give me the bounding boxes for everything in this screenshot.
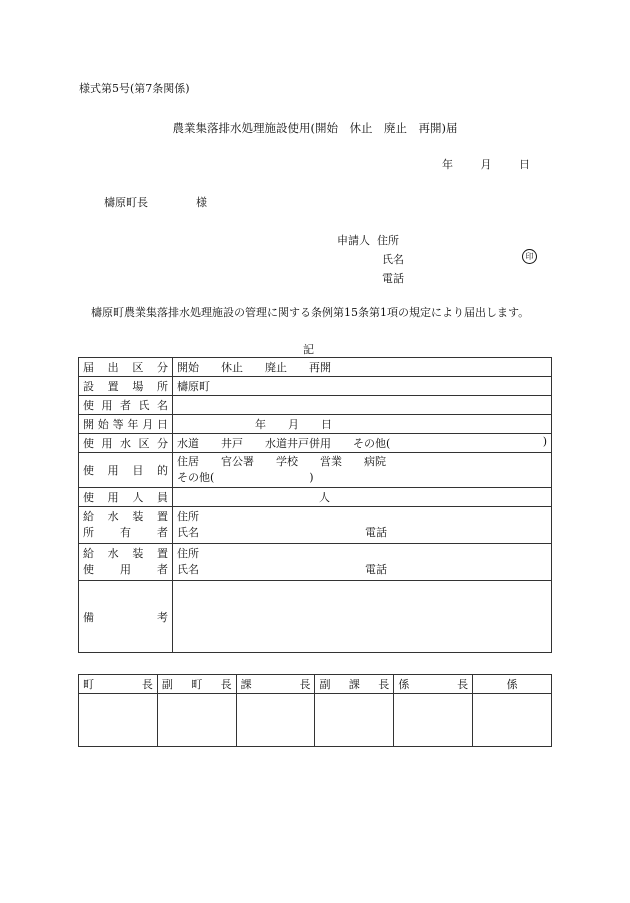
value-purpose[interactable]: 住居 官公署 学校 営業 病院 その他( ) (173, 453, 552, 488)
value-category[interactable]: 開始 休止 廃止 再開 (173, 358, 552, 377)
label-water-type: 使 用 水 区 分 (83, 437, 168, 450)
stamp-header-staff: 係 (506, 678, 518, 691)
label-remarks: 備 考 (83, 610, 168, 624)
date-year: 年 (442, 158, 453, 171)
label-device-user-2: 使 用 者 (83, 563, 168, 576)
value-device-owner[interactable]: 住所 氏名 電話 (173, 507, 552, 544)
row-persons (79, 488, 552, 507)
applicant-name-label: 氏名 (382, 253, 404, 266)
label-purpose: 使 用 目 的 (83, 464, 168, 477)
ki-heading: 記 (303, 343, 314, 356)
value-location[interactable]: 檮原町 (173, 377, 552, 396)
statement: 檮原町農業集落排水処理施設の管理に関する条例第15条第1項の規定により届出します。 (91, 306, 530, 319)
value-device-user[interactable]: 住所 氏名 電話 (173, 544, 552, 581)
stamp-box-row (79, 694, 552, 747)
stamp-box-section-chief[interactable] (236, 694, 315, 747)
value-water-type[interactable]: 水道 井戸 水道井戸併用 その他( ) (173, 434, 552, 453)
stamp-header-section-chief: 課 長 (240, 678, 311, 691)
stamp-header-deputy-section-chief: 副 課 長 (319, 678, 390, 691)
row-location (79, 377, 552, 396)
addressee-name: 檮原町長 (104, 196, 148, 209)
stamp-box-deputy-mayor[interactable] (157, 694, 236, 747)
applicant-address-label: 住所 (377, 234, 399, 247)
value-start-date[interactable]: 年 月 日 (173, 415, 552, 434)
stamp-box-unit-chief[interactable] (394, 694, 473, 747)
stamp-header-mayor: 町 長 (83, 678, 153, 691)
row-user-name (79, 396, 552, 415)
form-number: 様式第5号(第7条関係) (79, 82, 190, 95)
applicant-block (337, 231, 534, 288)
stamp-header-row (79, 675, 552, 694)
row-device-owner (79, 507, 552, 544)
approval-stamp-table (78, 674, 552, 747)
date-line (442, 156, 530, 172)
date-month: 月 (480, 158, 492, 171)
stamp-header-unit-chief: 係 長 (398, 678, 469, 691)
seal-mark: 印 (522, 249, 537, 264)
stamp-box-deputy-section-chief[interactable] (315, 694, 394, 747)
applicant-phone-label: 電話 (382, 272, 404, 285)
stamp-header-deputy-mayor: 副 町 長 (161, 678, 232, 691)
value-user-name[interactable] (173, 396, 552, 415)
label-user-name: 使 用 者 氏 名 (83, 399, 168, 412)
row-category (79, 358, 552, 377)
applicant-label: 申請人 (337, 234, 370, 247)
row-purpose (79, 453, 552, 488)
row-start-date (79, 415, 552, 434)
addressee-honorific: 様 (196, 196, 207, 209)
date-day: 日 (519, 158, 530, 171)
row-water-type (79, 434, 552, 453)
label-persons: 使 用 人 員 (83, 491, 168, 504)
form-title: 農業集落排水処理施設使用(開始 休止 廃止 再開)届 (172, 121, 458, 135)
label-location: 設 置 場 所 (83, 380, 168, 393)
label-device-owner-2: 所 有 者 (83, 526, 168, 539)
label-device-user-1: 給 水 装 置 (83, 547, 168, 560)
label-category: 届 出 区 分 (83, 361, 168, 374)
value-persons[interactable]: 人 (173, 488, 552, 507)
value-remarks[interactable] (173, 581, 552, 653)
stamp-box-mayor[interactable] (79, 694, 158, 747)
label-start-date: 開 始 等 年 月 日 (83, 418, 168, 431)
application-table (78, 357, 552, 653)
row-device-user (79, 544, 552, 581)
stamp-box-staff[interactable] (473, 694, 552, 747)
label-device-owner-1: 給 水 装 置 (83, 510, 168, 523)
row-remarks (79, 581, 552, 653)
